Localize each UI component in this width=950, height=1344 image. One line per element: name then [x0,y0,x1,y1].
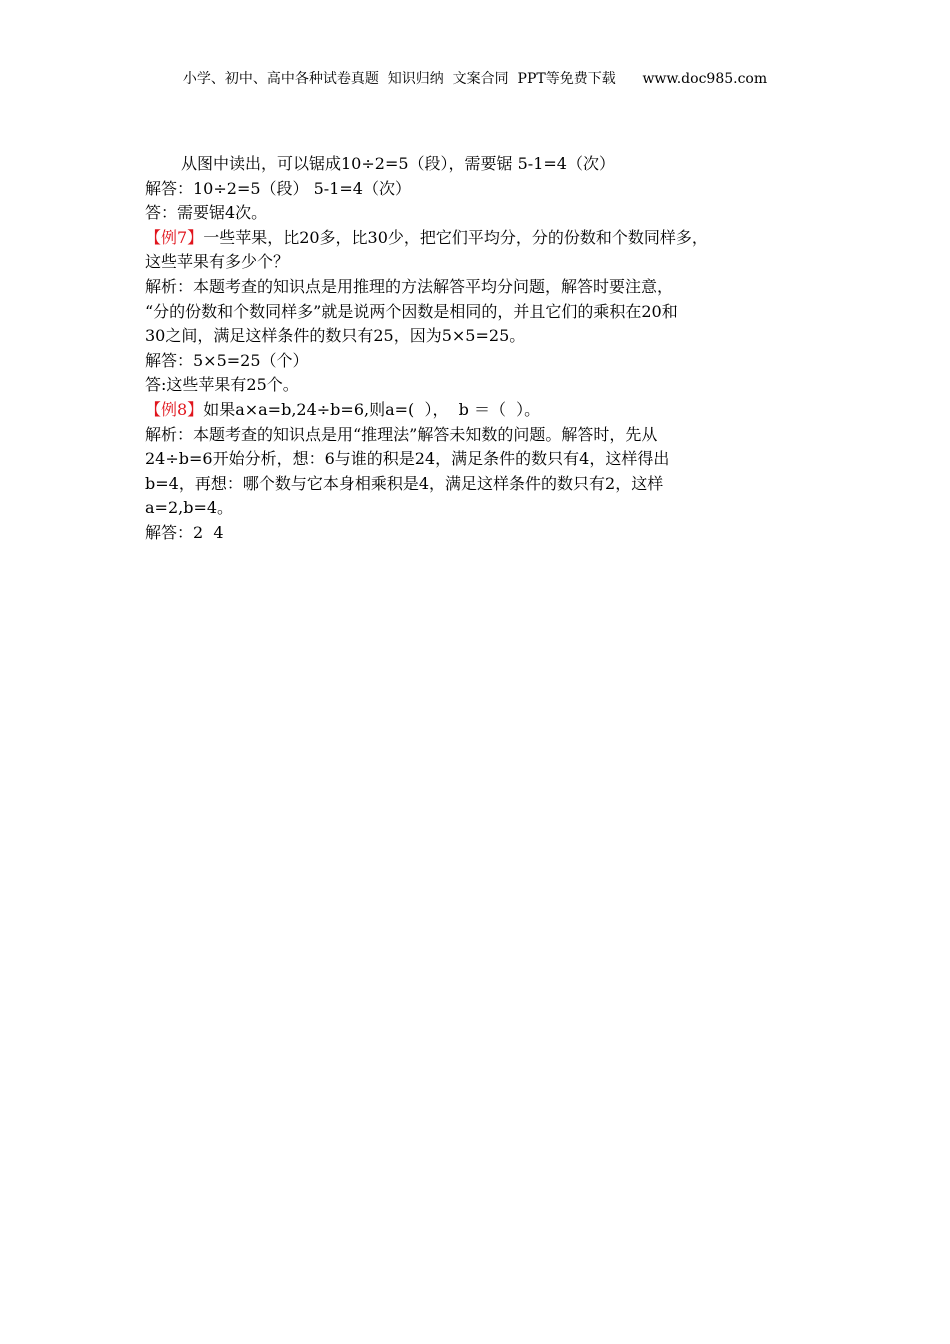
example-7-question [145,226,825,251]
paragraph-line: 从图中读出，可以锯成10÷2=5（段），需要锯 5-1=4（次） [181,154,615,173]
example-7-question-cont: 这些苹果有多少个？ [145,252,290,272]
example-7-solution: 解答：5×5=25（个） [145,350,309,370]
example-8-question-text: 如果a×a=b,24÷b=6,则a=( ）， b ＝（ ）。 [203,399,541,419]
example-7-question-text: 一些苹果，比20多，比30少，把它们平均分，分的份数和个数同样多， [203,227,708,247]
example-8-label: 【例8】 [145,399,204,419]
example-8-solution: 解答：2 4 [145,522,224,542]
document-body [145,152,825,546]
example-7-analysis: “分的份数和个数同样多”就是说两个因数是相同的，并且它们的乘积在20和 [145,301,678,321]
example-8-analysis: b=4，再想：哪个数与它本身相乘积是4，满足这样条件的数只有2，这样 [145,473,664,493]
example-8-analysis: 解析：本题考查的知识点是用“推理法”解答未知数的问题。解答时，先从 [145,424,658,444]
answer-line: 解答：10÷2=5（段） 5-1=4（次） [145,178,411,198]
example-8-analysis: 24÷b=6开始分析，想：6与谁的积是24，满足条件的数只有4，这样得出 [145,449,670,469]
example-7-analysis: 解析：本题考查的知识点是用推理的方法解答平均分问题，解答时要注意， [145,276,674,296]
example-7-label: 【例7】 [145,227,204,247]
example-7-answer: 答:这些苹果有25个。 [145,375,299,395]
example-7-analysis: 30之间，满足这样条件的数只有25，因为5×5=25。 [145,326,526,346]
conclusion-line: 答：需要锯4次。 [145,203,268,223]
example-8-question [145,398,825,423]
example-8-analysis: a=2,b=4。 [145,498,234,518]
page-header: 小学、初中、高中各种试卷真题 知识归纳 文案合同 PPT等免费下载 www.doc985.com [182,71,768,87]
